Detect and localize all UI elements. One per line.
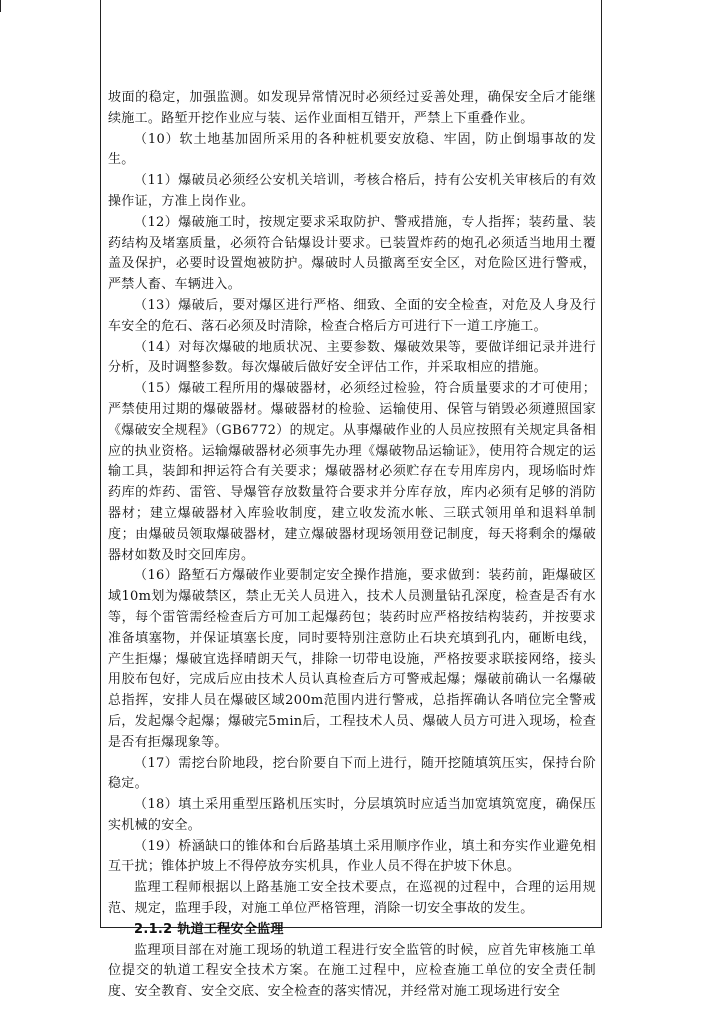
paragraph-item-17: （17）需挖台阶地段，挖台阶要自下而上进行，随开挖随填筑压实，保持台阶稳定。 (108, 755, 596, 792)
paragraph-item-15: （15）爆破工程所用的爆破器材，必须经过检验，符合质量要求的才可使用；严禁使用过期的爆破器材。爆破器材的检验、运输使用、保管与销毁必须遵照国家《爆破安全规程》（GB6772）的规定。从事爆破作业的人员应按照有关规定具备相应的执业资格。运输爆破器材必须事先办理《爆破物品运输证》，使用符合规定的运输工具，装卸和押运符合有关要求；爆破器材必须贮存在专用库房内，现场临时炸药库的炸药、雷管、导爆管存放数量符合要求并分库存放，库内必须有足够的消防器材；建立爆破器材入库验收制度，建立收发流水帐、三联式领用单和退料单制度；由爆破员领取爆破器材，建立爆破器材现场领用登记制度，每天将剩余的爆破器材如数及时交回库房。 (108, 381, 596, 563)
paragraph-item-14: （14）对每次爆破的地质状况、主要参数、爆破效果等，要做详细记录并进行分析，及时调整参数。每次爆破后做好安全评估工作，并采取相应的措施。 (108, 339, 596, 376)
paragraph-item-19: （19）桥涵缺口的锥体和台后路基填土采用顺序作业，填土和夯实作业避免相互干扰；锥体护坡上不得停放夯实机具，作业人员不得在护坡下休息。 (108, 838, 596, 875)
paragraph-summary: 监理工程师根据以上路基施工安全技术要点，在巡视的过程中，合理的运用规范、规定，监理手段，对施工单位严格管理，消除一切安全事故的发生。 (108, 880, 596, 917)
paragraph-item-13: （13）爆破后，要对爆区进行严格、细致、全面的安全检查，对危及人身及行车安全的危石、落石必须及时清除，检查合格后方可进行下一道工序施工。 (108, 297, 596, 334)
paragraph-item-10: （10）软土地基加固所采用的各种桩机要安放稳、牢固，防止倒塌事故的发生。 (108, 131, 596, 168)
paragraph-item-11: （11）爆破员必须经公安机关培训，考核合格后，持有公安机关审核后的有效操作证，方准上岗作业。 (108, 173, 596, 209)
document-body (108, 88, 596, 1003)
paragraph-continuation: 坡面的稳定，加强监测。如发现异常情况时必须经过妥善处理，确保安全后才能继续施工。路堑开挖作业应与装、运作业面相互错开，严禁上下重叠作业。 (108, 90, 596, 126)
section-heading: 2.1.2 轨道工程安全监理 (134, 921, 284, 937)
section-paragraph: 监理项目部在对施工现场的轨道工程进行安全监管的时候，应首先审核施工单位提交的轨道工程安全技术方案。在施工过程中，应检查施工单位的安全责任制度、安全教育、安全交底、安全检查的落实情况，并经常对施工现场进行安全 (108, 942, 596, 1000)
paragraph-item-18: （18）填土采用重型压路机压实时，分层填筑时应适当加宽填筑宽度，确保压实机械的安全。 (108, 797, 596, 833)
paragraph-item-16: （16）路堑石方爆破作业要制定安全操作措施，要求做到：装药前，距爆破区域10m划为爆破禁区，禁止无关人员进入，技术人员测量钻孔深度，检查是否有水等，每个雷管需经检查后方可加工起爆药包；装药时应严格按结构装药，并按要求准备填塞物，并保证填塞长度，同时要特别注意防止石块充填到孔内，砸断电线，产生拒爆；爆破宜选择晴朗天气，排除一切带电设施，严格按要求联接网络，接头用胶布包好，完成后应由技术人员认真检查后方可警戒起爆；爆破前确认一名爆破总指挥，安排人员在爆破区域200m范围内进行警戒，总指挥确认各哨位完全警戒后，发起爆令起爆；爆破完5min后，工程技术人员、爆破人员方可进入现场，检查是否有拒爆现象等。 (108, 568, 596, 750)
paragraph-item-12: （12）爆破施工时，按规定要求采取防护、警戒措施，专人指挥；装药量、装药结构及堵塞质量，必须符合钻爆设计要求。已装置炸药的炮孔必须适当地用土覆盖及保护，必要时设置炮被防护。爆破时人员撤离至安全区，对危险区进行警戒，严禁人畜、车辆进入。 (108, 214, 596, 293)
frame-left-edge (0, 0, 1, 12)
